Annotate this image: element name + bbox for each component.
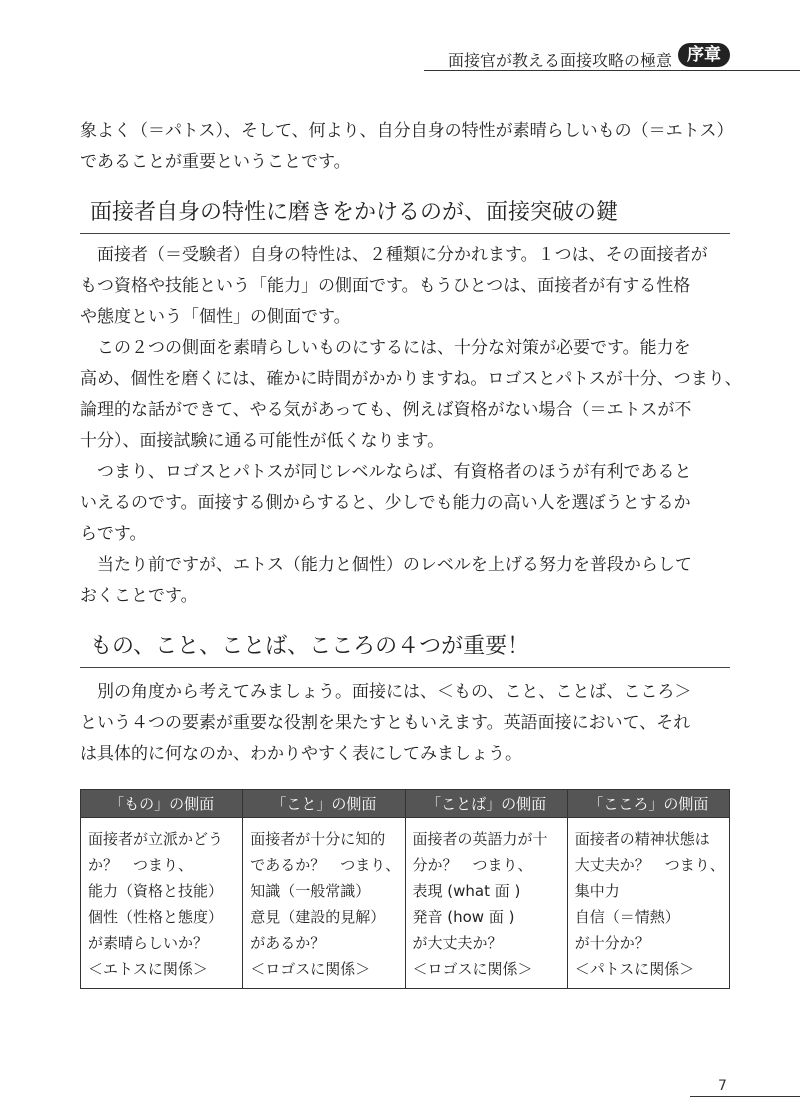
chapter-badge: 序章 <box>678 43 730 67</box>
text-line: であることが重要ということです。 <box>80 152 351 172</box>
cell-line: 分か？ つまり、 <box>412 856 533 874</box>
cell-line: 個性（性格と態度） <box>88 908 224 926</box>
text-line: 面接者（＝受験者）自身の特性は、２種類に分かれます。１つは、その面接者が <box>97 245 708 265</box>
cell-line: 意見（建設的見解） <box>250 908 386 926</box>
text-line: や態度という「個性」の側面です。 <box>80 307 351 327</box>
cell-line: 表現 (what 面 ) <box>412 882 521 900</box>
cell-line: 面接者の英語力が十 <box>412 830 548 848</box>
cell-line: ＜ロゴスに関係＞ <box>250 960 371 978</box>
section-heading: 面接者自身の特性に磨きをかけるのが、面接突破の鍵 <box>80 198 730 234</box>
running-header-title: 面接官が教える面接攻略の極意 <box>447 51 672 70</box>
cell-line: が十分か？ <box>574 934 650 952</box>
four-aspects-table <box>80 789 730 989</box>
table-header: 「もの」の側面 <box>81 790 243 818</box>
text-line: いえるのです。面接する側からすると、少しでも能力の高い人を選ぼうとするか <box>80 493 691 513</box>
cell-line: ＜パトスに関係＞ <box>574 960 695 978</box>
paragraph <box>80 457 736 550</box>
paragraph <box>80 333 742 457</box>
text-line: 高め、個性を磨くには、確かに時間がかかりますね。ロゴスとパトスが十分、つまり、 <box>80 369 742 389</box>
text-line: 十分）、面接試験に通る可能性が低くなります。 <box>80 431 445 451</box>
section-heading: もの、こと、ことば、こころの４つが重要！ <box>80 632 730 668</box>
table-header: 「こころ」の側面 <box>567 790 729 818</box>
text-line: もつ資格や技能という「能力」の側面です。もうひとつは、面接者が有する性格 <box>80 276 691 296</box>
table-cell <box>567 818 729 989</box>
cell-line: が素晴らしいか？ <box>88 934 209 952</box>
text-line: という４つの要素が重要な役割を果たすともいえます。英語面接において、それ <box>80 713 691 733</box>
cell-line: 自信（＝情熱） <box>574 908 680 926</box>
intro-paragraph <box>80 116 736 178</box>
running-header <box>0 0 800 72</box>
cell-line: があるか？ <box>250 934 326 952</box>
cell-line: 発音 (how 面 ) <box>412 908 515 926</box>
table-row <box>81 818 730 989</box>
text-line: らです。 <box>80 524 147 544</box>
table-header-row <box>81 790 730 818</box>
cell-line: 能力（資格と技能） <box>88 882 224 900</box>
text-line: 象よく（＝パトス）、そして、何より、自分自身の特性が素晴らしいもの（＝エトス） <box>80 121 734 141</box>
cell-line: 大丈夫か？ つまり、 <box>574 856 725 874</box>
text-line: 当たり前ですが、エトス（能力と個性）のレベルを上げる努力を普段からして <box>97 555 692 575</box>
cell-line: 集中力 <box>574 882 620 900</box>
table-cell <box>405 818 567 989</box>
cell-line: ＜ロゴスに関係＞ <box>412 960 533 978</box>
cell-line: 知識（一般常識） <box>250 882 371 900</box>
paragraph <box>80 550 736 612</box>
cell-line: であるか？ つまり、 <box>250 856 401 874</box>
cell-line: 面接者が十分に知的 <box>250 830 386 848</box>
text-line: 論理的な話ができて、やる気があっても、例えば資格がない場合（＝エトスが不 <box>80 400 692 420</box>
cell-line: か？ つまり、 <box>88 856 194 874</box>
cell-line: が大丈夫か？ <box>412 934 503 952</box>
table-cell <box>243 818 405 989</box>
table-header: 「ことば」の側面 <box>405 790 567 818</box>
header-rule <box>424 70 800 71</box>
text-line: おくことです。 <box>80 586 198 606</box>
text-line: この２つの側面を素晴らしいものにするには、十分な対策が必要です。能力を <box>97 338 691 358</box>
footer-rule <box>690 1096 800 1097</box>
paragraph <box>80 240 736 333</box>
page-number: 7 <box>718 1078 727 1094</box>
cell-line: ＜エトスに関係＞ <box>88 960 208 978</box>
section-body <box>80 240 742 612</box>
cell-line: 面接者が立派かどう <box>88 830 224 848</box>
table-header: 「こと」の側面 <box>243 790 405 818</box>
text-line: は具体的に何なのか、わかりやすく表にしてみましょう。 <box>80 744 522 764</box>
section-body <box>80 677 736 770</box>
table-cell <box>81 818 243 989</box>
cell-line: 面接者の精神状態は <box>574 830 710 848</box>
text-line: 別の角度から考えてみましょう。面接には、＜もの、こと、ことば、こころ＞ <box>97 682 692 702</box>
text-line: つまり、ロゴスとパトスが同じレベルならば、有資格者のほうが有利であると <box>97 462 692 482</box>
